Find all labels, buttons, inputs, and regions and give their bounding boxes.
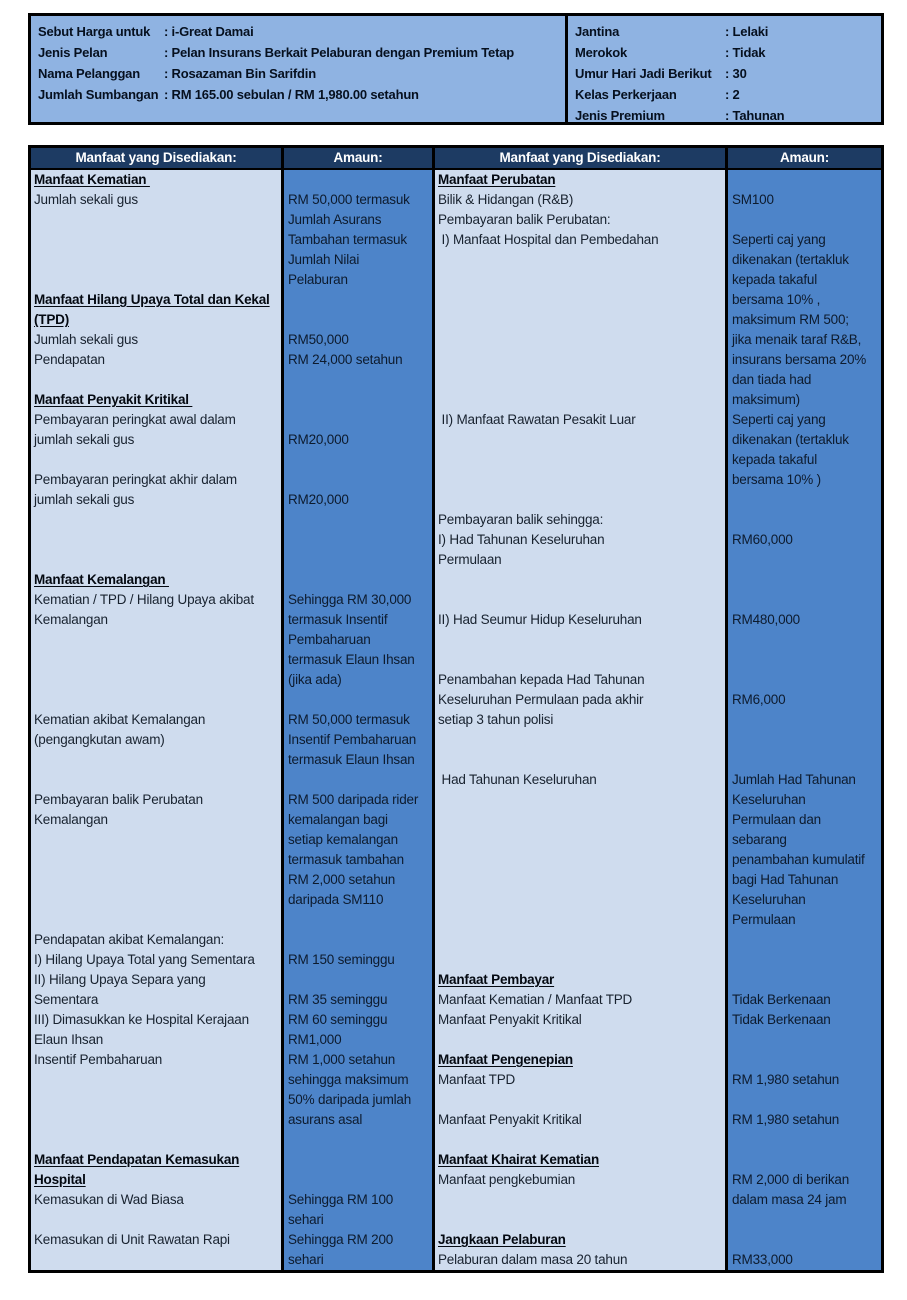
- cell-text: RM480,000: [732, 612, 800, 627]
- field-label: Kelas Perkerjaan: [575, 87, 677, 102]
- cell-text: Pelaburan: [288, 272, 348, 287]
- field-value: : 2: [725, 84, 740, 105]
- empty-line: [284, 290, 432, 310]
- cell-text: RM 150 seminggu: [288, 952, 395, 967]
- section-heading: Manfaat Hilang Upaya Total dan Kekal: [34, 292, 270, 307]
- empty-line: [284, 410, 432, 430]
- cell-text: dan tiada had: [732, 372, 812, 387]
- summary-field-row: [38, 21, 558, 42]
- cell-text: SM100: [732, 192, 774, 207]
- cell-text: bagi Had Tahunan: [732, 872, 839, 887]
- empty-line: [728, 650, 881, 670]
- cell-text: RM50,000: [288, 332, 349, 347]
- empty-line: [284, 510, 432, 530]
- cell-text: Kematian akibat Kemalangan: [34, 712, 206, 727]
- cell-text: Kematian / TPD / Hilang Upaya akibat: [34, 592, 254, 607]
- cell-text: Insentif Pembaharuan: [288, 732, 417, 747]
- empty-line: [31, 850, 281, 870]
- empty-line: [728, 210, 881, 230]
- cell-text: Kemalangan: [34, 612, 108, 627]
- cell-text: sehingga maksimum: [288, 1072, 409, 1087]
- section-heading: Manfaat Pembayar: [438, 972, 555, 987]
- empty-line: [31, 210, 281, 230]
- empty-line: [728, 1130, 881, 1150]
- empty-line: [435, 490, 725, 510]
- cell-text: termasuk Elaun Ihsan: [288, 652, 415, 667]
- empty-line: [728, 710, 881, 730]
- cell-text: Kemasukan di Unit Rawatan Rapi: [34, 1232, 230, 1247]
- field-value: : Pelan Insurans Berkait Pelaburan dengan Premium Tetap: [164, 42, 514, 63]
- cell-text: Keseluruhan Permulaan pada akhir: [438, 692, 644, 707]
- empty-line: [728, 570, 881, 590]
- empty-line: [435, 630, 725, 650]
- section-heading: Manfaat Kemalangan: [34, 572, 169, 587]
- empty-line: [435, 910, 725, 930]
- empty-line: [284, 470, 432, 490]
- cell-text: kepada takaful: [732, 272, 818, 287]
- empty-line: [435, 930, 725, 950]
- empty-line: [31, 870, 281, 890]
- empty-line: [435, 1190, 725, 1210]
- cell-text: Kemalangan: [34, 812, 108, 827]
- cell-text: Sehingga RM 200: [288, 1232, 394, 1247]
- empty-line: [31, 370, 281, 390]
- empty-line: [284, 910, 432, 930]
- field-value: : Rosazaman Bin Sarifdin: [164, 63, 316, 84]
- empty-line: [435, 250, 725, 270]
- cell-text: Pembayaran balik Perubatan: [34, 792, 203, 807]
- cell-text: Jumlah Had Tahunan: [732, 772, 856, 787]
- cell-text: setiap kemalangan: [288, 832, 398, 847]
- empty-line: [435, 850, 725, 870]
- empty-line: [728, 510, 881, 530]
- column-header-benefit-right: Manfaat yang Disediakan:: [432, 148, 725, 168]
- section-heading: (TPD): [34, 312, 69, 327]
- empty-line: [284, 770, 432, 790]
- cell-text: penambahan kumulatif: [732, 852, 865, 867]
- empty-line: [728, 550, 881, 570]
- cell-text: maksimum): [732, 392, 800, 407]
- cell-text: jumlah sekali gus: [34, 492, 135, 507]
- column-header-amount-left: Amaun:: [281, 148, 432, 168]
- cell-text: daripada SM110: [288, 892, 384, 907]
- empty-line: [435, 790, 725, 810]
- policy-summary-right: [565, 16, 881, 122]
- benefits-table: [28, 145, 884, 1273]
- empty-line: [31, 1130, 281, 1150]
- empty-line: [435, 870, 725, 890]
- empty-line: [284, 690, 432, 710]
- empty-line: [31, 270, 281, 290]
- field-value: : Tidak: [725, 42, 765, 63]
- benefits-table-header-row: [31, 148, 881, 170]
- empty-line: [728, 1090, 881, 1110]
- empty-line: [284, 310, 432, 330]
- empty-line: [284, 530, 432, 550]
- cell-text: Pembayaran balik sehingga:: [438, 512, 604, 527]
- cell-text: dikenakan (tertakluk: [732, 432, 849, 447]
- empty-line: [435, 430, 725, 450]
- cell-text: Jumlah sekali gus: [34, 192, 138, 207]
- cell-text: Manfaat pengkebumian: [438, 1172, 576, 1187]
- cell-text: RM 500 daripada rider: [288, 792, 419, 807]
- cell-text: RM20,000: [288, 432, 349, 447]
- empty-line: [728, 1050, 881, 1070]
- cell-text: Sehingga RM 100: [288, 1192, 394, 1207]
- empty-line: [435, 470, 725, 490]
- empty-line: [31, 450, 281, 470]
- empty-line: [728, 670, 881, 690]
- cell-text: insurans bersama 20%: [732, 352, 867, 367]
- empty-line: [31, 230, 281, 250]
- cell-text: maksimum RM 500;: [732, 312, 849, 327]
- cell-text: Elaun Ihsan: [34, 1032, 104, 1047]
- field-label: Nama Pelanggan: [38, 66, 140, 81]
- cell-text: sehari: [288, 1252, 324, 1267]
- empty-line: [728, 1210, 881, 1230]
- cell-text: RM 35 seminggu: [288, 992, 388, 1007]
- summary-field-row: [575, 84, 874, 105]
- empty-line: [435, 570, 725, 590]
- empty-line: [31, 510, 281, 530]
- empty-line: [31, 530, 281, 550]
- section-heading: Hospital: [34, 1172, 86, 1187]
- field-value: : Tahunan: [725, 105, 784, 126]
- empty-line: [284, 170, 432, 190]
- empty-line: [284, 570, 432, 590]
- empty-line: [284, 450, 432, 470]
- cell-text: Permulaan dan: [732, 812, 821, 827]
- cell-text: jumlah sekali gus: [34, 432, 135, 447]
- cell-text: (jika ada): [288, 672, 342, 687]
- cell-text: Pendapatan akibat Kemalangan:: [34, 932, 225, 947]
- cell-text: RM 50,000 termasuk: [288, 192, 410, 207]
- cell-text: termasuk tambahan: [288, 852, 404, 867]
- empty-line: [435, 810, 725, 830]
- empty-line: [435, 1130, 725, 1150]
- cell-text: sehari: [288, 1212, 324, 1227]
- cell-text: RM1,000: [288, 1032, 342, 1047]
- cell-text: RM 2,000 setahun: [288, 872, 396, 887]
- empty-line: [284, 1170, 432, 1190]
- empty-line: [728, 1030, 881, 1050]
- empty-line: [435, 350, 725, 370]
- summary-field-row: [575, 63, 874, 84]
- cell-text: RM 60 seminggu: [288, 1012, 388, 1027]
- cell-text: jika menaik taraf R&B,: [732, 332, 862, 347]
- empty-line: [31, 770, 281, 790]
- cell-text: Jumlah sekali gus: [34, 332, 138, 347]
- empty-line: [284, 370, 432, 390]
- cell-text: Sehingga RM 30,000: [288, 592, 412, 607]
- cell-text: asurans asal: [288, 1112, 363, 1127]
- summary-field-row: [575, 42, 874, 63]
- section-heading: Manfaat Kematian: [34, 172, 150, 187]
- empty-line: [284, 550, 432, 570]
- cell-text: Had Tahunan Keseluruhan: [438, 772, 597, 787]
- empty-line: [728, 950, 881, 970]
- cell-text: II) Had Seumur Hidup Keseluruhan: [438, 612, 642, 627]
- cell-text: Keseluruhan: [732, 892, 806, 907]
- empty-line: [435, 1210, 725, 1230]
- empty-line: [435, 950, 725, 970]
- field-label: Merokok: [575, 45, 628, 60]
- cell-text: Pendapatan: [34, 352, 105, 367]
- empty-line: [728, 930, 881, 950]
- amount-column-right: [725, 170, 881, 1270]
- empty-line: [435, 890, 725, 910]
- empty-line: [728, 590, 881, 610]
- empty-line: [435, 290, 725, 310]
- cell-text: Pembaharuan: [288, 632, 371, 647]
- empty-line: [31, 250, 281, 270]
- cell-text: Pembayaran balik Perubatan:: [438, 212, 611, 227]
- section-heading: Manfaat Penyakit Kritikal: [34, 392, 193, 407]
- cell-text: Seperti caj yang: [732, 232, 826, 247]
- empty-line: [31, 1090, 281, 1110]
- cell-text: Kemasukan di Wad Biasa: [34, 1192, 184, 1207]
- empty-line: [435, 310, 725, 330]
- cell-text: sebarang: [732, 832, 787, 847]
- empty-line: [284, 930, 432, 950]
- cell-text: Insentif Pembaharuan: [34, 1052, 163, 1067]
- cell-text: Permulaan: [732, 912, 796, 927]
- cell-text: Pelaburan dalam masa 20 tahun: [438, 1252, 628, 1267]
- cell-text: Keseluruhan: [732, 792, 806, 807]
- empty-line: [31, 550, 281, 570]
- cell-text: Manfaat Penyakit Kritikal: [438, 1012, 582, 1027]
- cell-text: RM 50,000 termasuk: [288, 712, 410, 727]
- empty-line: [284, 970, 432, 990]
- summary-field-row: [38, 63, 558, 84]
- policy-summary-box: [28, 13, 884, 125]
- cell-text: I) Manfaat Hospital dan Pembedahan: [438, 232, 659, 247]
- cell-text: III) Dimasukkan ke Hospital Kerajaan: [34, 1012, 249, 1027]
- empty-line: [728, 170, 881, 190]
- field-label: Sebut Harga untuk: [38, 24, 151, 39]
- cell-text: Manfaat Kematian / Manfaat TPD: [438, 992, 633, 1007]
- section-heading: Manfaat Khairat Kematian: [438, 1152, 599, 1167]
- empty-line: [284, 1130, 432, 1150]
- empty-line: [31, 650, 281, 670]
- field-value: : RM 165.00 sebulan / RM 1,980.00 setahun: [164, 84, 419, 105]
- cell-text: Jumlah Nilai: [288, 252, 360, 267]
- cell-text: Permulaan: [438, 552, 502, 567]
- cell-text: Sementara: [34, 992, 99, 1007]
- empty-line: [31, 750, 281, 770]
- cell-text: Penambahan kepada Had Tahunan: [438, 672, 645, 687]
- cell-text: kepada takaful: [732, 452, 818, 467]
- empty-line: [728, 630, 881, 650]
- cell-text: termasuk Elaun Ihsan: [288, 752, 415, 767]
- empty-line: [435, 590, 725, 610]
- benefit-column-left: [31, 170, 281, 1270]
- summary-field-row: [38, 42, 558, 63]
- section-heading: Jangkaan Pelaburan: [438, 1232, 566, 1247]
- empty-line: [31, 1210, 281, 1230]
- benefits-table-body: [31, 170, 881, 1270]
- policy-summary-left: [31, 16, 565, 122]
- cell-text: Tambahan termasuk: [288, 232, 407, 247]
- empty-line: [435, 270, 725, 290]
- empty-line: [435, 1090, 725, 1110]
- empty-line: [31, 690, 281, 710]
- field-label: Jumlah Sumbangan: [38, 87, 159, 102]
- cell-text: Jumlah Asurans: [288, 212, 382, 227]
- empty-line: [728, 1230, 881, 1250]
- column-header-amount-right: Amaun:: [725, 148, 881, 168]
- cell-text: kemalangan bagi: [288, 812, 388, 827]
- cell-text: RM 1,000 setahun: [288, 1052, 396, 1067]
- empty-line: [435, 390, 725, 410]
- column-header-benefit-left: Manfaat yang Disediakan:: [75, 150, 237, 165]
- empty-line: [728, 490, 881, 510]
- section-heading: Manfaat Pendapatan Kemasukan: [34, 1152, 240, 1167]
- cell-text: 50% daripada jumlah: [288, 1092, 412, 1107]
- section-heading: Manfaat Perubatan: [438, 172, 556, 187]
- empty-line: [31, 910, 281, 930]
- cell-text: RM 1,980 setahun: [732, 1072, 840, 1087]
- cell-text: RM 24,000 setahun: [288, 352, 403, 367]
- summary-field-row: [38, 84, 558, 105]
- cell-text: dalam masa 24 jam: [732, 1192, 847, 1207]
- cell-text: bersama 10% ,: [732, 292, 821, 307]
- summary-field-row: [575, 21, 874, 42]
- cell-text: Tidak Berkenaan: [732, 1012, 831, 1027]
- empty-line: [31, 1250, 281, 1270]
- cell-text: Seperti caj yang: [732, 412, 826, 427]
- empty-line: [31, 670, 281, 690]
- empty-line: [31, 830, 281, 850]
- empty-line: [435, 650, 725, 670]
- cell-text: II) Hilang Upaya Separa yang: [34, 972, 206, 987]
- empty-line: [31, 1070, 281, 1090]
- field-value: : Lelaki: [725, 21, 768, 42]
- field-label: Jantina: [575, 24, 620, 39]
- cell-text: I) Had Tahunan Keseluruhan: [438, 532, 605, 547]
- cell-text: Pembayaran peringkat awal dalam: [34, 412, 236, 427]
- cell-text: I) Hilang Upaya Total yang Sementara: [34, 952, 255, 967]
- cell-text: II) Manfaat Rawatan Pesakit Luar: [438, 412, 636, 427]
- field-value: : 30: [725, 63, 747, 84]
- field-label: Umur Hari Jadi Berikut: [575, 66, 712, 81]
- empty-line: [435, 370, 725, 390]
- empty-line: [728, 1150, 881, 1170]
- empty-line: [435, 750, 725, 770]
- empty-line: [284, 390, 432, 410]
- empty-line: [31, 630, 281, 650]
- amount-column-left: [281, 170, 432, 1270]
- cell-text: dikenakan (tertakluk: [732, 252, 849, 267]
- empty-line: [435, 1030, 725, 1050]
- cell-text: RM6,000: [732, 692, 786, 707]
- empty-line: [31, 1110, 281, 1130]
- cell-text: setiap 3 tahun polisi: [438, 712, 554, 727]
- cell-text: Manfaat TPD: [438, 1072, 516, 1087]
- cell-text: termasuk Insentif: [288, 612, 388, 627]
- cell-text: Manfaat Penyakit Kritikal: [438, 1112, 582, 1127]
- empty-line: [435, 830, 725, 850]
- empty-line: [728, 730, 881, 750]
- empty-line: [31, 890, 281, 910]
- empty-line: [435, 730, 725, 750]
- cell-text: Tidak Berkenaan: [732, 992, 831, 1007]
- empty-line: [435, 330, 725, 350]
- field-label: Jenis Pelan: [38, 45, 108, 60]
- cell-text: RM33,000: [732, 1252, 793, 1267]
- cell-text: RM60,000: [732, 532, 793, 547]
- cell-text: RM 1,980 setahun: [732, 1112, 840, 1127]
- section-heading: Manfaat Pengenepian: [438, 1052, 573, 1067]
- empty-line: [435, 450, 725, 470]
- cell-text: RM20,000: [288, 492, 349, 507]
- cell-text: bersama 10% ): [732, 472, 821, 487]
- empty-line: [284, 1150, 432, 1170]
- field-value: : i-Great Damai: [164, 21, 253, 42]
- summary-field-row: [575, 105, 874, 126]
- empty-line: [728, 750, 881, 770]
- field-label: Jenis Premium: [575, 108, 665, 123]
- cell-text: Bilik & Hidangan (R&B): [438, 192, 574, 207]
- empty-line: [728, 970, 881, 990]
- cell-text: RM 2,000 di berikan: [732, 1172, 850, 1187]
- cell-text: (pengangkutan awam): [34, 732, 165, 747]
- benefit-column-right: [432, 170, 725, 1270]
- cell-text: Pembayaran peringkat akhir dalam: [34, 472, 237, 487]
